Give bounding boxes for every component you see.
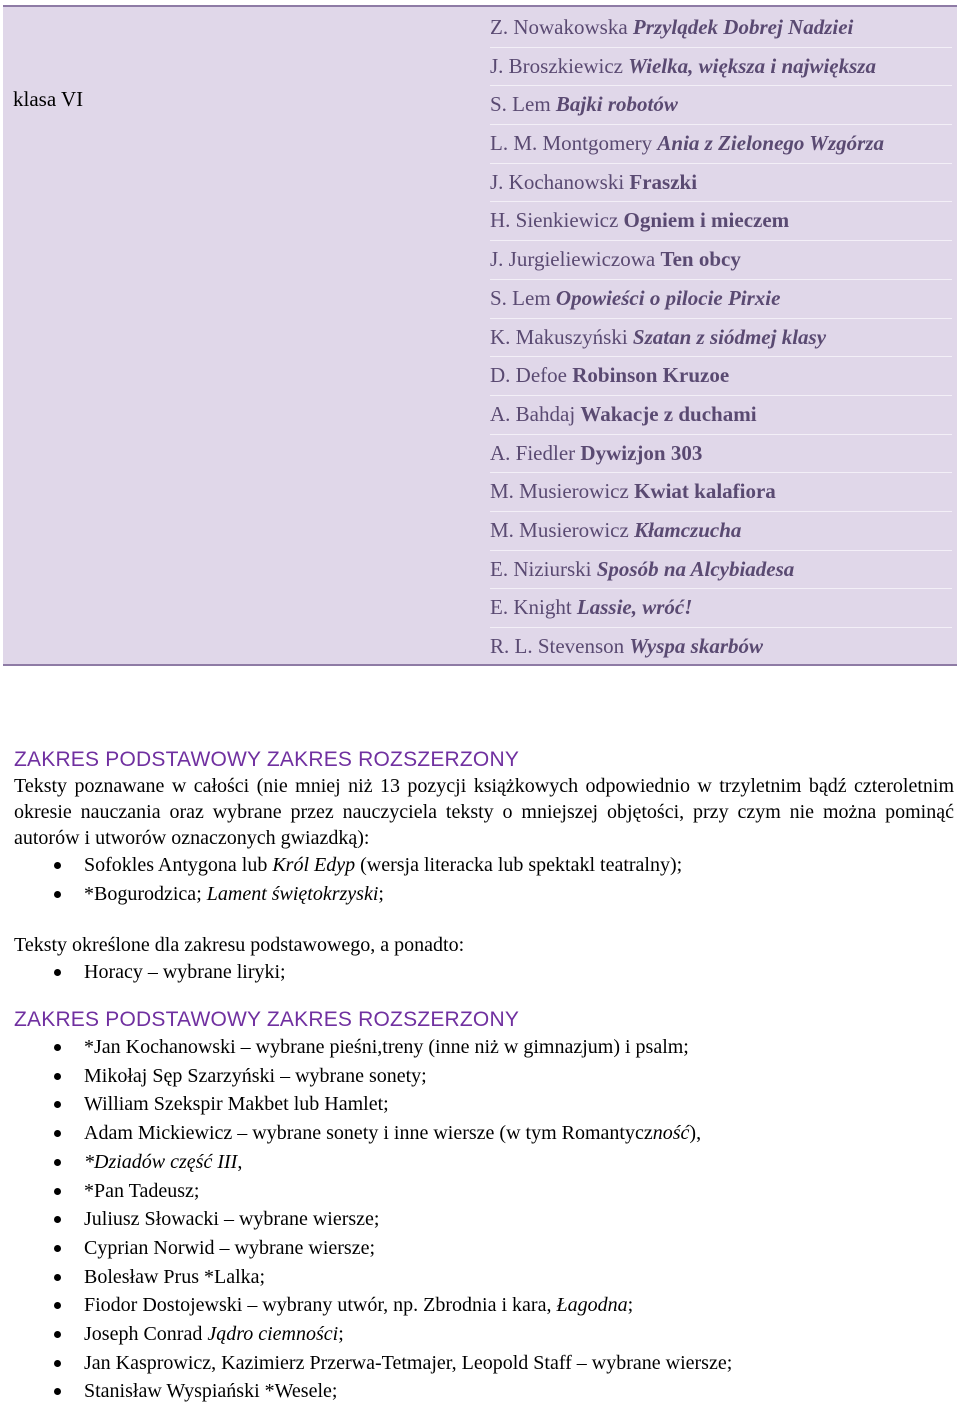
bullet-icon (54, 862, 61, 869)
book-author: R. L. Stevenson (490, 634, 630, 658)
book-author: K. Makuszyński (490, 324, 633, 349)
book-title: Opowieści o pilocie Pirxie (555, 285, 781, 310)
list-item-text: Jan Kasprowicz, Kazimierz Przerwa-Tetmajer, Leopold Staff – wybrane wiersze; (84, 1351, 733, 1374)
list-item (14, 1377, 954, 1406)
book-list (490, 9, 952, 667)
list-item-text: Cyprian Norwid – wybrane wiersze; (84, 1236, 376, 1259)
book-author: S. Lem (490, 92, 556, 117)
book-row (490, 357, 952, 396)
list-item (14, 1033, 954, 1062)
book-title: Wakacje z duchami (580, 401, 757, 426)
book-row (490, 551, 952, 590)
list-item-text: Król Edyp (272, 854, 356, 876)
bullet-icon (54, 1073, 61, 1080)
book-row (490, 512, 952, 551)
book-row (490, 280, 952, 319)
list-item (14, 1263, 954, 1292)
list-item-text: Horacy – wybrane liryki; (84, 961, 286, 984)
list-item-text: Łagodna (556, 1294, 628, 1317)
book-author: H. Sienkiewicz (490, 208, 624, 233)
book-title: Robinson Kruzoe (572, 363, 730, 388)
list-item-text: *Pan Tadeusz; (84, 1179, 200, 1202)
bullet-icon (54, 1130, 61, 1137)
bullet-icon (54, 1360, 61, 1367)
book-title: Wyspa skarbów (629, 634, 764, 658)
book-row (490, 48, 952, 87)
book-title: Bajki robotów (555, 92, 678, 117)
bullet-icon (54, 1101, 61, 1108)
list-item (14, 880, 954, 909)
book-row (490, 319, 952, 358)
book-title: Przylądek Dobrej Nadziei (632, 15, 854, 39)
bullet-icon (54, 1388, 61, 1395)
list-item (14, 1062, 954, 1091)
list-item-text: (wersja literacka lub spektakl teatralny); (355, 854, 683, 876)
bullet-icon (54, 1331, 61, 1338)
basic-texts-list (14, 851, 954, 908)
book-title: Dywizjon 303 (580, 440, 703, 465)
book-author: S. Lem (490, 285, 556, 310)
list-item-text: ), (689, 1122, 702, 1145)
book-title: Ania z Zielonego Wzgórza (657, 131, 884, 156)
list-item-text: Stanisław Wyspiański *Wesele; (84, 1380, 338, 1403)
list-item-text: Joseph Conrad (84, 1322, 208, 1345)
list-item (14, 1349, 954, 1378)
list-item-text: Adam Mickiewicz – wybrane sonety i inne wiersze (w tym Romantycz (84, 1122, 653, 1145)
list-item-text: William Szekspir Makbet lub Hamlet; (84, 1093, 389, 1116)
book-row (490, 628, 952, 667)
intro-paragraph: Teksty poznawane w całości (nie mniej niż 13 pozycji książkowych odpowiednio w trzyletnim bądź czteroletnim okresie nauczania oraz wybrane przez nauczyciela teksty o mniejszej objętości, przy czym nie można pominąć autorów i utworów oznaczonych gwiazdką): (14, 775, 954, 849)
book-author: E. Knight (490, 595, 577, 620)
list-item-text: Mikołaj Sęp Szarzyński – wybrane sonety; (84, 1064, 427, 1087)
list-item-text: Sofokles Antygona lub (84, 854, 273, 876)
book-author: A. Fiedler (490, 440, 581, 465)
list-item-text: Fiodor Dostojewski – wybrany utwór, np. Zbrodnia i kara, (84, 1294, 557, 1317)
section-heading-1: ZAKRES PODSTAWOWY ZAKRES ROZSZERZONY (14, 748, 520, 771)
list-item (14, 851, 954, 880)
bullet-icon (54, 969, 61, 976)
book-row (490, 435, 952, 474)
list-item-text: *Bogurodzica; (84, 882, 207, 905)
book-author: M. Musierowicz (490, 517, 635, 542)
book-row (490, 241, 952, 280)
book-author: J. Kochanowski (490, 169, 630, 194)
book-title: Fraszki (629, 169, 698, 194)
book-row (490, 396, 952, 435)
book-author: A. Bahdaj (490, 401, 581, 426)
curriculum-section (14, 747, 954, 1406)
book-author: M. Musierowicz (490, 479, 635, 504)
book-title: Kwiat kalafiora (634, 479, 776, 504)
class-label: klasa VI (13, 87, 84, 111)
list-item (14, 1090, 954, 1119)
list-item-text: ność (652, 1122, 690, 1145)
reading-list-table (3, 5, 957, 666)
bullet-icon (54, 1188, 61, 1195)
book-title: Ten obcy (660, 247, 741, 272)
book-title: Wielka, większa i największa (628, 53, 876, 78)
bullet-icon (54, 1044, 61, 1051)
book-author: J. Jurgieliewiczowa (490, 247, 661, 272)
extended-intro-paragraph: Teksty określone dla zakresu podstawowego, a ponadto: (14, 934, 465, 957)
book-row (490, 202, 952, 241)
list-item (14, 958, 954, 987)
authors-list (14, 1033, 954, 1406)
list-item-text: Juliusz Słowacki – wybrane wiersze; (84, 1208, 380, 1231)
book-row (490, 589, 952, 628)
section-heading-2: ZAKRES PODSTAWOWY ZAKRES ROZSZERZONY (14, 1008, 520, 1032)
book-title: Szatan z siódmej klasy (632, 324, 827, 349)
book-row (490, 9, 952, 48)
list-item (14, 1234, 954, 1263)
list-item-text: Jądro ciemności (207, 1322, 339, 1345)
list-item-text: ; (627, 1294, 634, 1317)
list-item (14, 1291, 954, 1320)
book-author: D. Defoe (490, 363, 573, 388)
bullet-icon (54, 1216, 61, 1223)
list-item-text: Bolesław Prus *Lalka; (84, 1265, 266, 1288)
book-author: J. Broszkiewicz (490, 53, 629, 78)
book-row (490, 164, 952, 203)
extended-texts-list (14, 958, 954, 987)
book-title: Lassie, wróć! (576, 595, 693, 620)
bullet-icon (54, 1274, 61, 1281)
list-item-text: *Dziadów część III (84, 1150, 238, 1173)
list-item (14, 1320, 954, 1349)
book-row (490, 86, 952, 125)
book-author: Z. Nowakowska (490, 15, 633, 39)
book-author: L. M. Montgomery (490, 131, 658, 156)
book-author: E. Niziurski (490, 556, 597, 581)
list-item-text: ; (338, 1322, 344, 1345)
bullet-icon (54, 1245, 61, 1252)
book-title: Sposób na Alcybiadesa (596, 556, 795, 581)
list-item (14, 1119, 954, 1148)
list-item-text: ; (378, 882, 384, 905)
book-title: Ogniem i mieczem (623, 208, 790, 233)
list-item (14, 1148, 954, 1177)
book-row (490, 473, 952, 512)
bullet-icon (54, 1302, 61, 1309)
list-item-text: Lament świętokrzyski (206, 882, 379, 905)
list-item-text: *Jan Kochanowski – wybrane pieśni,treny (inne niż w gimnazjum) i psalm; (84, 1036, 689, 1059)
list-item (14, 1205, 954, 1234)
bullet-icon (54, 1159, 61, 1166)
book-row (490, 125, 952, 164)
list-item-text: , (237, 1150, 243, 1173)
bullet-icon (54, 891, 61, 898)
book-title: Kłamczucha (634, 517, 742, 542)
list-item (14, 1177, 954, 1206)
